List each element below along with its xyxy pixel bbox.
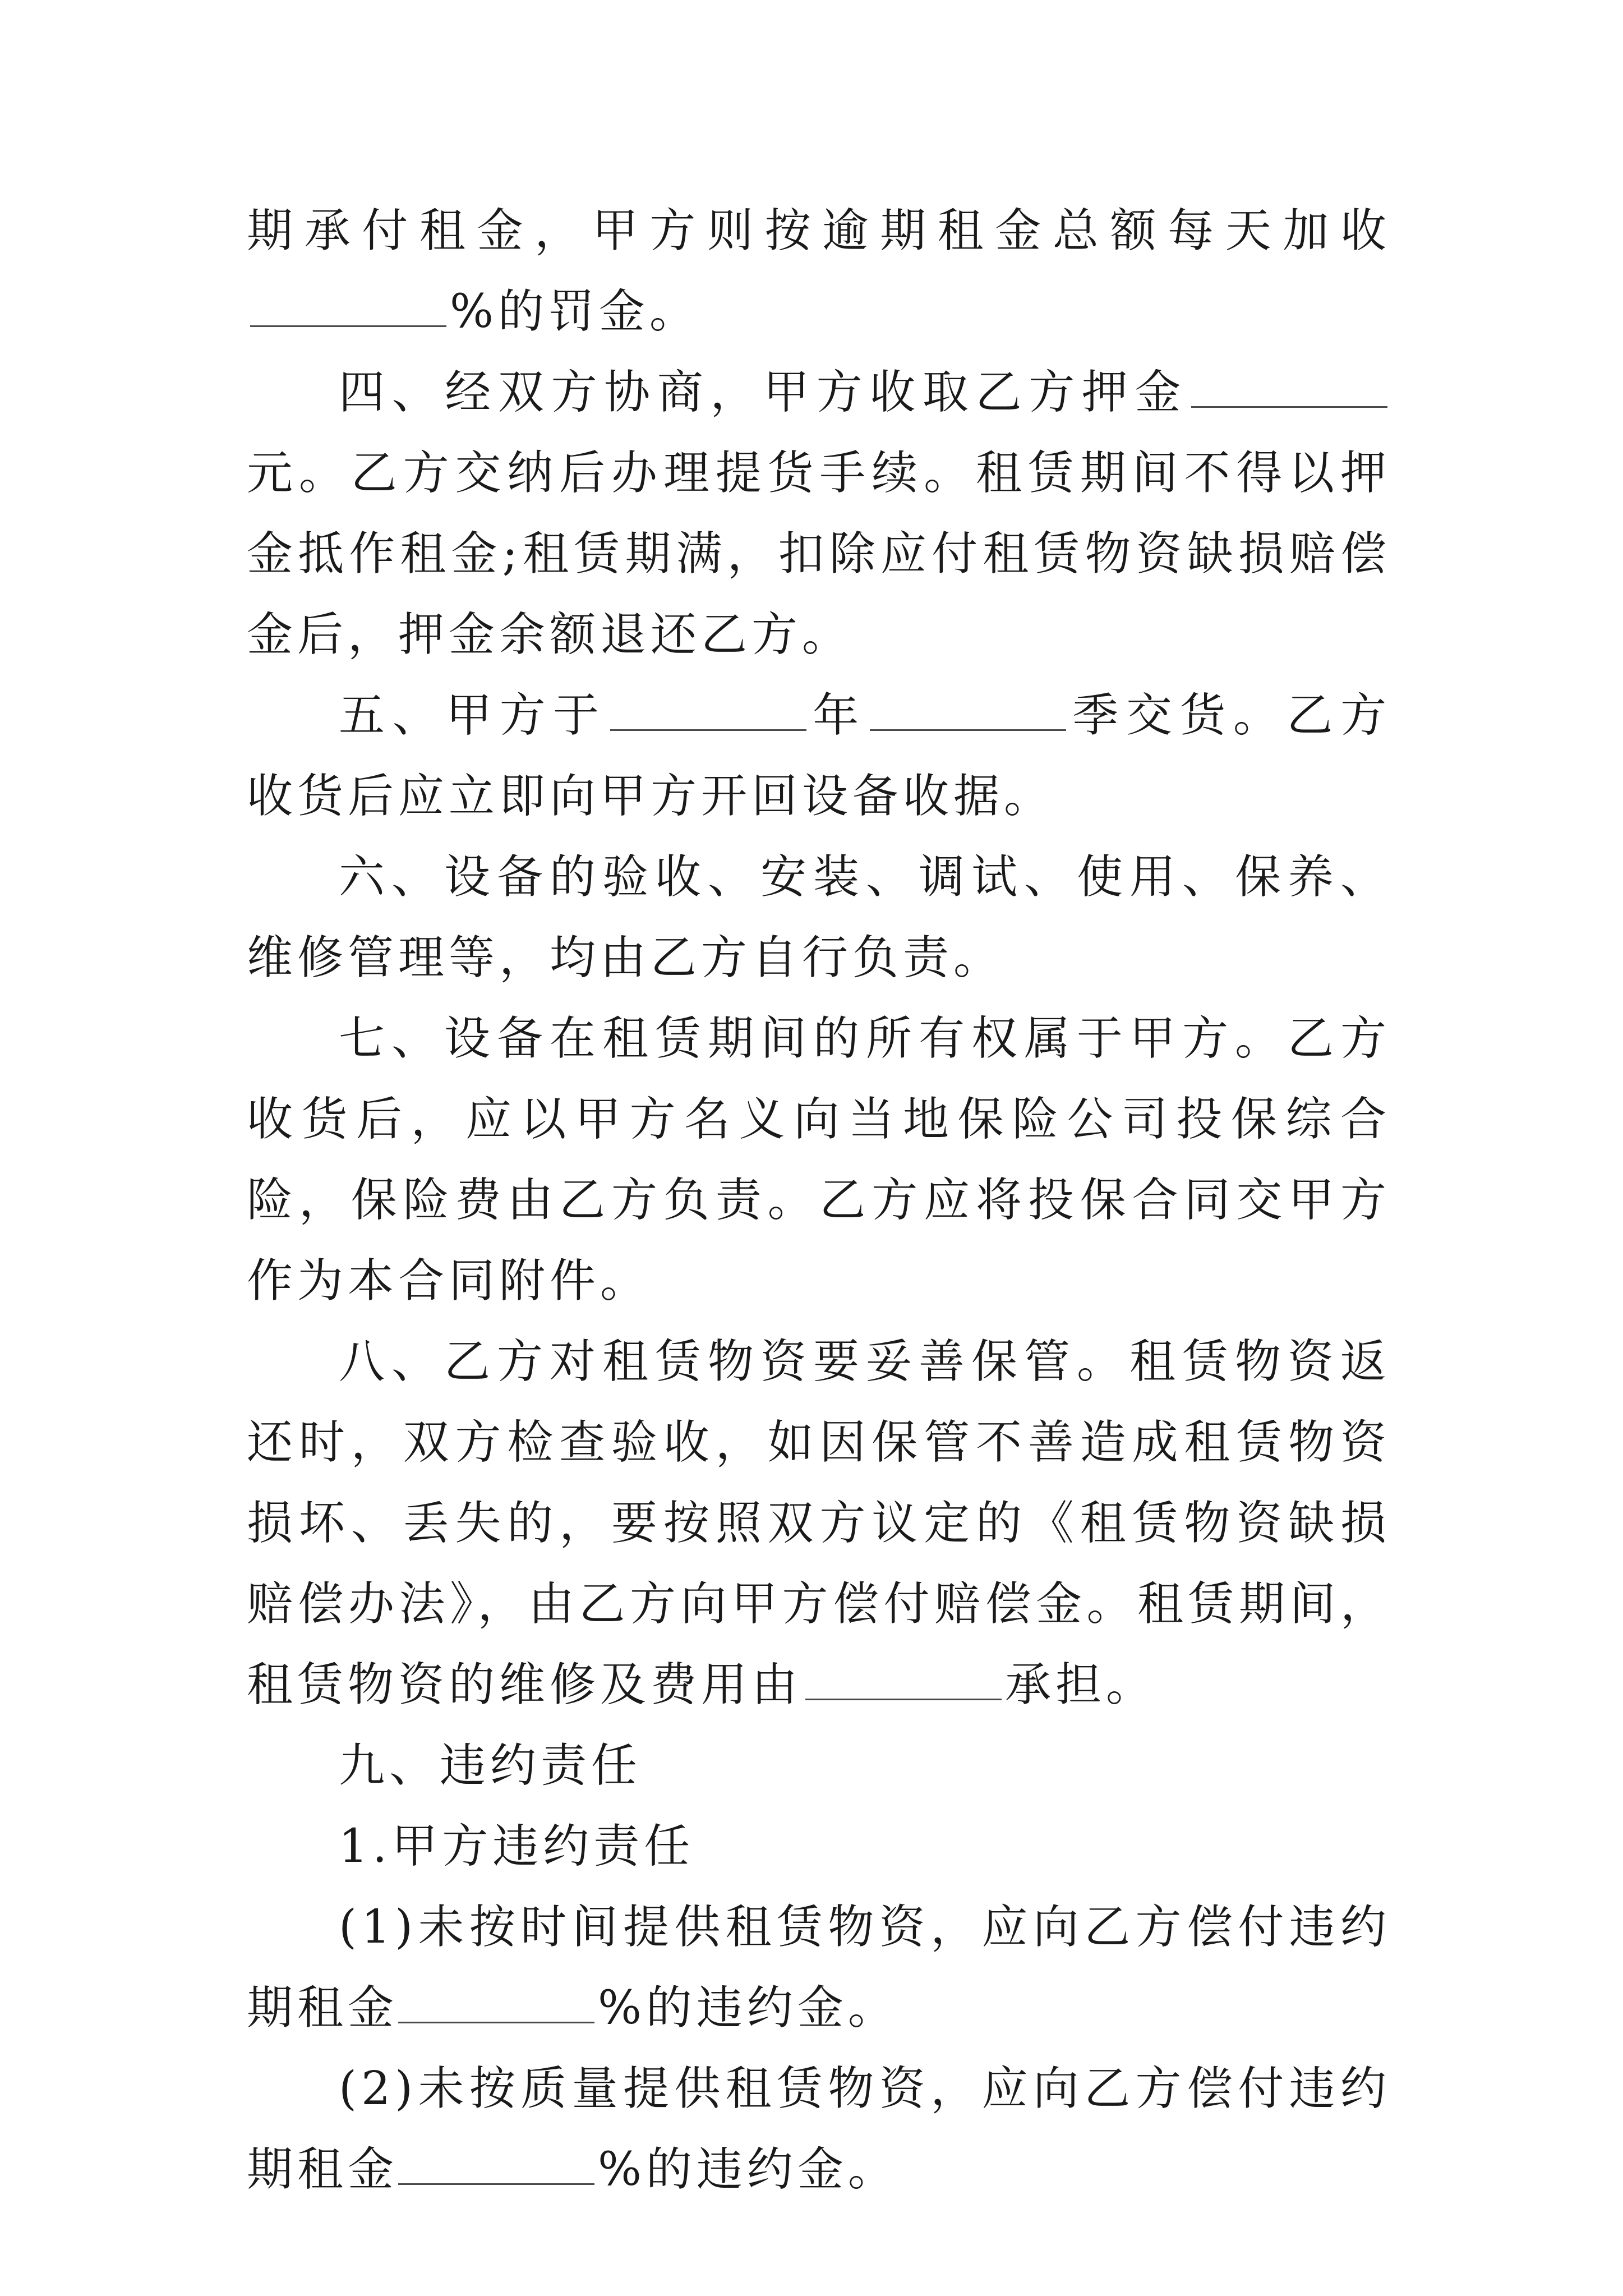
clause-quality-supply <box>247 2049 1391 2210</box>
paragraph-text: (2)未按质量提供租赁物资，应向乙方偿付违约期租金 <box>247 2062 1391 2196</box>
paragraph-text: 期承付租金，甲方则按逾期租金总额每天加收 <box>247 204 1391 257</box>
section-heading-breach: 九、违约责任 <box>339 1739 642 1792</box>
document-page <box>247 191 1391 2210</box>
paragraph-text: 承担。 <box>1005 1658 1157 1711</box>
fill-blank-delivery-quarter <box>870 685 1066 731</box>
paragraph-delivery <box>247 675 1391 837</box>
fill-blank-late-supply-rate <box>398 1978 594 2023</box>
paragraph-late-payment <box>247 191 1391 352</box>
fill-blank-delivery-year <box>610 685 806 731</box>
paragraph-custody <box>247 1322 1391 1726</box>
paragraph-text: 四、经双方协商，甲方收取乙方押金 <box>339 366 1188 419</box>
fill-blank-quality-rate <box>398 2139 594 2185</box>
clause-late-supply <box>247 1887 1391 2049</box>
subsection-heading-party-a: 1.甲方违约责任 <box>339 1820 695 1873</box>
paragraph-text: 五、甲方于 <box>339 689 607 742</box>
fill-blank-penalty-rate <box>250 282 446 327</box>
paragraph-text: %的违约金。 <box>598 1981 898 2035</box>
paragraph-deposit <box>247 352 1391 675</box>
paragraph-text: (1)未按时间提供租赁物资，应向乙方偿付违约期租金 <box>247 1901 1391 2035</box>
paragraph-text: 八、乙方对租赁物资要妥善保管。租赁物资返还时，双方检查验收，如因保管不善造成租赁物资损坏、丢失的，要按照双方议定的《租赁物资缺损赔偿办法》，由乙方向甲方偿付赔偿金。租赁期间，租赁物资的维修及费用由 <box>247 1335 1391 1711</box>
fill-blank-repair-party <box>805 1655 1002 1700</box>
paragraph-text: %的罚金。 <box>450 285 700 338</box>
paragraph-text: 季交货。乙方收货后应立即向甲方开回设备收据。 <box>247 689 1391 823</box>
paragraph-text: 元。乙方交纳后办理提货手续。租赁期间不得以押金抵作租金;租赁期满，扣除应付租赁物资缺损赔偿金后，押金余额退还乙方。 <box>247 447 1391 661</box>
paragraph-installation: 六、设备的验收、安装、调试、使用、保养、维修管理等，均由乙方自行负责。 <box>247 850 1391 984</box>
paragraph-text: %的违约金。 <box>598 2143 898 2196</box>
fill-blank-deposit-amount <box>1191 362 1387 408</box>
paragraph-text: 年 <box>809 689 866 742</box>
paragraph-ownership-insurance: 七、设备在租赁期间的所有权属于甲方。乙方收货后，应以甲方名义向当地保险公司投保综合险，保险费由乙方负责。乙方应将投保合同交甲方作为本合同附件。 <box>247 1012 1391 1308</box>
